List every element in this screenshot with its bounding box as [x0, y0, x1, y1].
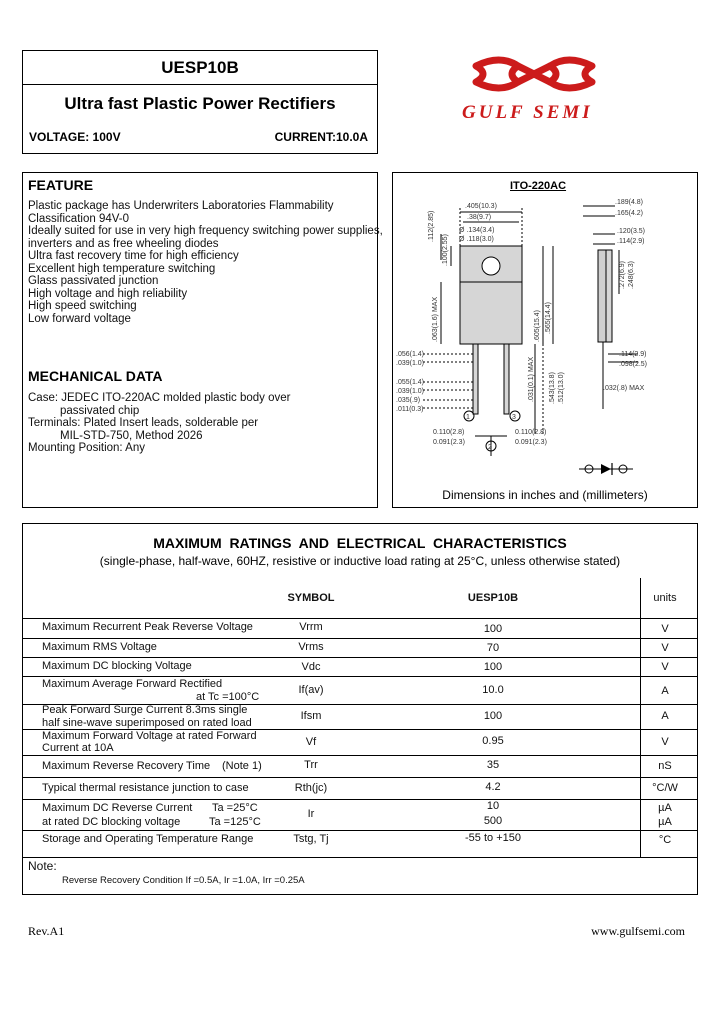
- note-label: Note:: [28, 859, 57, 873]
- revision-label: Rev.A1: [28, 924, 65, 938]
- param-note: (Note 1): [222, 760, 262, 772]
- symbol-cell: Vf: [305, 736, 317, 748]
- dim-label: Ø .134(3.4): [459, 227, 495, 234]
- diode-symbol-icon: [601, 464, 611, 474]
- param-label: Peak Forward Surge Current 8.3ms single: [42, 704, 248, 716]
- unit-cell: nS: [658, 760, 672, 772]
- symbol-cell: Tstg, Tj: [293, 833, 329, 845]
- param-condition: Ta =25°C: [212, 802, 258, 814]
- header-divider: [22, 84, 378, 85]
- dim-label: 0.110(2.8): [433, 429, 465, 436]
- symbol-cell: Vrms: [298, 641, 324, 653]
- dim-label: .032(.8) MAX: [603, 385, 645, 392]
- lead-2-shape: [504, 344, 509, 414]
- param-label: Maximum Forward Voltage at rated Forward: [42, 730, 257, 742]
- value-cell: 35: [486, 759, 500, 771]
- dim-label: .031(0.1) MAX: [528, 356, 535, 402]
- mounting-hole-shape: [482, 257, 500, 275]
- param-label-line2: Current at 10A: [42, 742, 114, 754]
- ratings-subheading: (single-phase, half-wave, 60HZ, resistive or inductive load rating at 25°C, unless otherwise stated): [99, 554, 621, 568]
- dim-label: .011(0.3): [396, 406, 424, 413]
- feature-line: High speed switching: [28, 300, 137, 312]
- symbol-cell: Ifsm: [300, 710, 322, 722]
- feature-list: [28, 200, 383, 325]
- unit-cell: µA: [658, 802, 672, 814]
- mechanical-line: MIL-STD-750, Method 2026: [60, 429, 203, 442]
- symbol-cell: Vrrm: [299, 621, 323, 633]
- company-logo: [454, 50, 614, 130]
- package-drawing: [393, 194, 697, 484]
- unit-cell: A: [661, 710, 669, 722]
- unit-cell: °C: [658, 834, 672, 846]
- pin-label: 3: [512, 414, 516, 421]
- param-label: Maximum DC blocking Voltage: [42, 660, 192, 672]
- param-label: Typical thermal resistance junction to case: [42, 782, 249, 794]
- dim-label: .035(.9): [396, 397, 421, 404]
- dim-label: .543(13.8): [549, 372, 556, 404]
- param-label: Maximum RMS Voltage: [42, 641, 157, 653]
- dim-label: 0.091(2.3): [433, 439, 465, 446]
- package-caption: Dimensions in inches and (millimeters): [442, 488, 648, 502]
- row-divider: [22, 638, 698, 639]
- package-title: ITO-220AC: [510, 180, 567, 192]
- feature-line: Low forward voltage: [28, 312, 131, 325]
- value-cell: 10: [486, 800, 500, 812]
- value-cell: 4.2: [485, 781, 501, 793]
- dim-label: .114(2.9): [617, 238, 645, 245]
- param-label-line2: at rated DC blocking voltage: [42, 816, 181, 828]
- feature-line: High voltage and high reliability: [28, 287, 188, 300]
- row-divider: [22, 657, 698, 658]
- mechanical-line: passivated chip: [60, 404, 140, 417]
- dim-label: .056(1.4): [396, 351, 425, 358]
- row-divider: [22, 857, 698, 858]
- param-label-line2: half sine-wave superimposed on rated load: [42, 717, 252, 729]
- dim-label: .055(1.4): [396, 379, 425, 386]
- symbol-cell: Vdc: [301, 661, 321, 673]
- dim-label: .565(14.4): [545, 302, 552, 334]
- feature-line: Ultra fast recovery time for high efficiency: [28, 250, 239, 262]
- feature-line: inverters and as free wheeling diodes: [28, 237, 219, 250]
- feature-line: Glass passivated junction: [28, 275, 159, 287]
- part-number: UESP10B: [161, 58, 239, 77]
- dim-label: .189(4.8): [615, 199, 644, 206]
- row-divider: [22, 755, 698, 756]
- feature-line: Classification 94V-0: [28, 212, 129, 225]
- website-link[interactable]: www.gulfsemi.com: [591, 924, 685, 938]
- lead-1-shape: [473, 344, 478, 414]
- dim-label: .605(15.4): [534, 310, 541, 342]
- mechanical-line: Mounting Position: Any: [28, 442, 145, 454]
- dim-label: .248(6.3): [628, 260, 635, 289]
- unit-cell: V: [661, 623, 669, 635]
- dim-label: .114(2.9): [619, 351, 647, 358]
- dim-label: .38(9.7): [467, 214, 492, 221]
- dim-label: Ø .118(3.0): [459, 236, 494, 243]
- unit-cell: µA: [658, 816, 672, 828]
- value-cell: 70: [486, 642, 500, 654]
- col-header-value: UESP10B: [467, 592, 519, 604]
- dim-label: .120(3.5): [617, 228, 646, 235]
- logo-text: GULF SEMI: [462, 102, 593, 123]
- feature-heading: FEATURE: [28, 177, 94, 193]
- voltage-rating: VOLTAGE: 100V: [29, 130, 121, 144]
- row-divider: [22, 830, 698, 831]
- symbol-cell: Rth(jc): [294, 782, 328, 794]
- param-label: Storage and Operating Temperature Range: [42, 833, 254, 845]
- unit-cell: A: [661, 685, 669, 697]
- dim-label: 0.110(2.8): [515, 429, 547, 436]
- col-divider: [640, 578, 641, 858]
- dim-label: .512(13.0): [558, 372, 565, 404]
- dim-label: .098(2.5): [619, 361, 648, 368]
- symbol-cell: Ir: [307, 808, 315, 820]
- unit-cell: V: [661, 736, 669, 748]
- value-cell: 100: [483, 710, 503, 722]
- dim-label: .063(1.6) MAX: [432, 296, 439, 342]
- row-divider: [22, 799, 698, 800]
- dim-label: 0.091(2.3): [515, 439, 547, 446]
- ratings-heading: MAXIMUM RATINGS AND ELECTRICAL CHARACTERISTICS: [153, 535, 567, 551]
- param-condition: at Tc =100°C: [196, 691, 260, 703]
- dim-label: .039(1.0): [396, 388, 425, 395]
- note-text: Reverse Recovery Condition If =0.5A, Ir =1.0A, Irr =0.25A: [62, 875, 305, 886]
- unit-cell: °C/W: [652, 782, 678, 794]
- pin-label: 2: [488, 444, 492, 451]
- page-title: Ultra fast Plastic Power Rectifiers: [64, 94, 336, 113]
- unit-cell: V: [661, 642, 669, 654]
- dim-label: .100(2.55): [442, 234, 449, 266]
- value-cell: 100: [483, 661, 503, 673]
- row-divider: [22, 676, 698, 677]
- dim-label: .039(1.0): [396, 360, 425, 367]
- mechanical-line: Terminals: Plated Insert leads, solderable per: [28, 417, 259, 429]
- dim-label: .165(4.2): [615, 210, 644, 217]
- row-divider: [22, 777, 698, 778]
- feature-line: Plastic package has Underwriters Laboratories Flammability: [28, 200, 334, 212]
- param-label: Maximum Recurrent Peak Reverse Voltage: [42, 621, 253, 633]
- param-condition: Ta =125°C: [209, 816, 261, 828]
- mechanical-line: Case: JEDEC ITO-220AC molded plastic body over: [28, 392, 291, 404]
- value-cell: 0.95: [482, 735, 504, 747]
- symbol-cell: If(av): [298, 684, 324, 696]
- unit-cell: V: [661, 661, 669, 673]
- param-label: Maximum Reverse Recovery Time: [42, 760, 211, 772]
- col-header-units: units: [653, 592, 677, 604]
- symbol-cell: Trr: [304, 759, 318, 771]
- feature-line: Excellent high temperature switching: [28, 262, 216, 275]
- dim-label: .272(6.9): [619, 260, 626, 289]
- row-divider: [22, 618, 698, 619]
- mechanical-heading: MECHANICAL DATA: [28, 368, 163, 384]
- mechanical-list: [28, 392, 290, 455]
- feature-line: Ideally suited for use in very high frequency switching power supplies,: [28, 225, 383, 237]
- dim-label: .112(2.85): [428, 210, 435, 242]
- col-header-symbol: SYMBOL: [287, 592, 335, 604]
- pin-label: 1: [466, 414, 470, 421]
- dim-label: .405(10.3): [465, 203, 497, 210]
- current-rating: CURRENT:10.0A: [274, 130, 368, 144]
- value-cell: -55 to +150: [465, 832, 521, 844]
- value-cell: 500: [483, 815, 503, 827]
- value-cell: 100: [483, 623, 503, 635]
- param-label: Maximum DC Reverse Current: [42, 802, 193, 814]
- param-label: Maximum Average Forward Rectified: [42, 678, 223, 690]
- value-cell: 10.0: [482, 684, 504, 696]
